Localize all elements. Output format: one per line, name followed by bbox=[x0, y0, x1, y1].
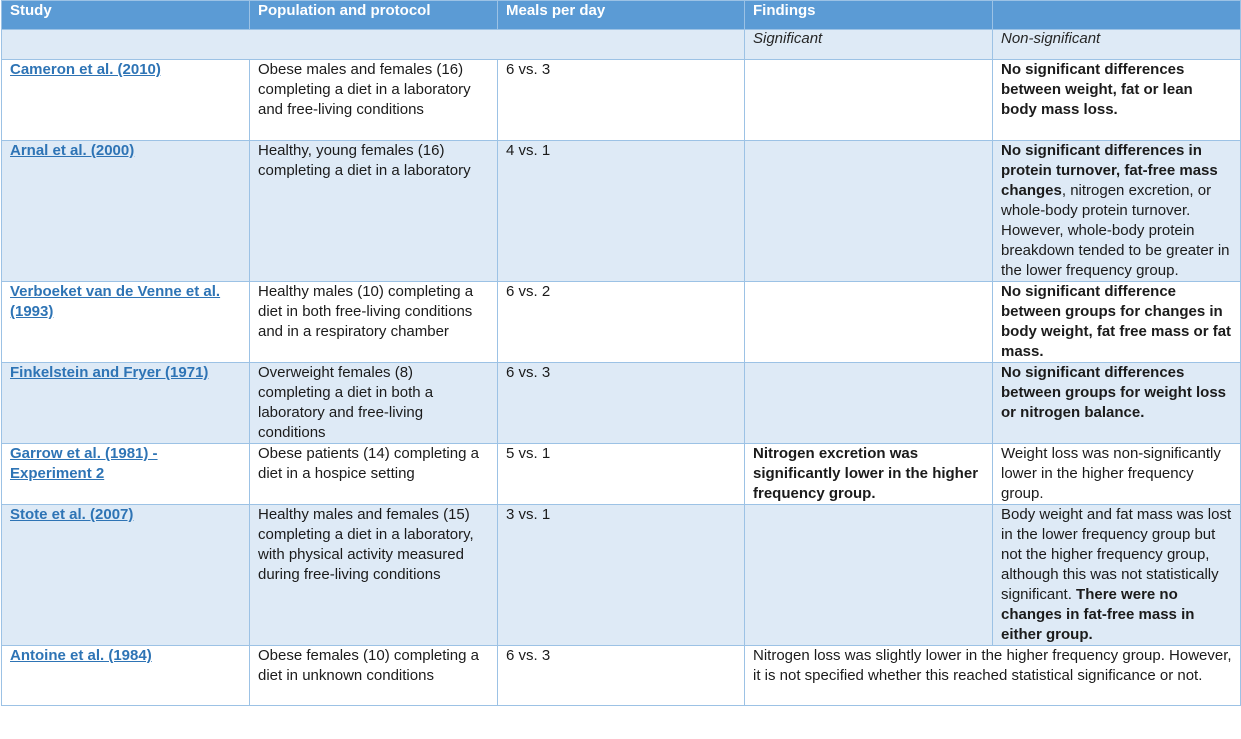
meals-cell: 3 vs. 1 bbox=[498, 505, 745, 646]
subheader-blank bbox=[2, 30, 745, 60]
studies-table bbox=[1, 0, 1241, 706]
header-meals: Meals per day bbox=[498, 1, 745, 30]
population-cell: Obese males and females (16) completing a diet in a laboratory and free-living conditions bbox=[250, 60, 498, 141]
study-cell bbox=[2, 444, 250, 505]
population-cell: Overweight females (8) completing a diet in both a laboratory and free-living conditions bbox=[250, 363, 498, 444]
study-cell bbox=[2, 646, 250, 706]
significant-cell bbox=[745, 282, 993, 363]
population-cell: Obese females (10) completing a diet in unknown conditions bbox=[250, 646, 498, 706]
non-significant-cell bbox=[993, 363, 1241, 444]
study-link[interactable]: Antoine et al. (1984) bbox=[10, 647, 152, 664]
finding-text: Weight loss was non-significantly lower in the higher frequency group. bbox=[1001, 445, 1221, 502]
study-link[interactable]: Garrow et al. (1981) - Experiment 2 bbox=[10, 445, 158, 482]
table-row bbox=[2, 141, 1241, 282]
bold-finding: No significant differences in protein turnover, fat-free mass changes bbox=[1001, 142, 1218, 199]
header-findings-blank bbox=[993, 1, 1241, 30]
table-row bbox=[2, 505, 1241, 646]
study-link[interactable]: Finkelstein and Fryer (1971) bbox=[10, 364, 209, 381]
non-significant-cell bbox=[993, 282, 1241, 363]
study-cell bbox=[2, 363, 250, 444]
finding-text: , nitrogen excretion, or whole-body protein turnover. However, whole-body protein breakdown tended to be greater in the lower frequency group. bbox=[1001, 182, 1230, 279]
meals-cell: 6 vs. 2 bbox=[498, 282, 745, 363]
meals-cell: 4 vs. 1 bbox=[498, 141, 745, 282]
study-link[interactable]: Cameron et al. (2010) bbox=[10, 61, 161, 78]
study-link[interactable]: Verboeket van de Venne et al. (1993) bbox=[10, 283, 221, 320]
bold-finding: No significant differences between groups for weight loss or nitrogen balance. bbox=[1001, 364, 1227, 421]
table-row bbox=[2, 646, 1241, 706]
finding-text: Body weight and fat mass was lost in the lower frequency group but not the higher frequency group, although this was not statistically significant. bbox=[1001, 506, 1232, 603]
non-significant-cell bbox=[993, 60, 1241, 141]
table-row bbox=[2, 282, 1241, 363]
meals-cell: 6 vs. 3 bbox=[498, 60, 745, 141]
population-cell: Healthy, young females (16) completing a diet in a laboratory bbox=[250, 141, 498, 282]
header-population: Population and protocol bbox=[250, 1, 498, 30]
significant-cell bbox=[745, 363, 993, 444]
study-link[interactable]: Stote et al. (2007) bbox=[10, 506, 134, 523]
subheader-non-significant: Non-significant bbox=[993, 30, 1241, 60]
study-cell bbox=[2, 141, 250, 282]
subheader-significant: Significant bbox=[745, 30, 993, 60]
study-cell bbox=[2, 60, 250, 141]
non-significant-cell bbox=[993, 505, 1241, 646]
study-cell bbox=[2, 505, 250, 646]
meals-cell: 5 vs. 1 bbox=[498, 444, 745, 505]
table-row bbox=[2, 444, 1241, 505]
significant-cell bbox=[745, 60, 993, 141]
population-cell: Healthy males and females (15) completing a diet in a laboratory, with physical activity measured during free-living conditions bbox=[250, 505, 498, 646]
significant-cell bbox=[745, 141, 993, 282]
meals-cell: 6 vs. 3 bbox=[498, 363, 745, 444]
header-findings: Findings bbox=[745, 1, 993, 30]
subheader-row bbox=[2, 30, 1241, 60]
non-significant-cell bbox=[993, 444, 1241, 505]
significant-cell: Nitrogen excretion was significantly lower in the higher frequency group. bbox=[745, 444, 993, 505]
population-cell: Obese patients (14) completing a diet in a hospice setting bbox=[250, 444, 498, 505]
table-row bbox=[2, 60, 1241, 141]
bold-finding: No significant differences between weight, fat or lean body mass loss. bbox=[1001, 61, 1193, 118]
population-cell: Healthy males (10) completing a diet in both free-living conditions and in a respiratory chamber bbox=[250, 282, 498, 363]
study-cell bbox=[2, 282, 250, 363]
bold-finding: There were no changes in fat-free mass in either group. bbox=[1001, 586, 1195, 643]
table-row bbox=[2, 363, 1241, 444]
bold-finding: No significant difference between groups for changes in body weight, fat free mass or fat mass. bbox=[1001, 283, 1232, 360]
header-study: Study bbox=[2, 1, 250, 30]
meals-cell: 6 vs. 3 bbox=[498, 646, 745, 706]
header-row bbox=[2, 1, 1241, 30]
study-link[interactable]: Arnal et al. (2000) bbox=[10, 142, 135, 159]
non-significant-cell bbox=[993, 141, 1241, 282]
merged-findings-cell: Nitrogen loss was slightly lower in the higher frequency group. However, it is not specified whether this reached statistical significance or not. bbox=[745, 646, 1241, 706]
significant-cell bbox=[745, 505, 993, 646]
